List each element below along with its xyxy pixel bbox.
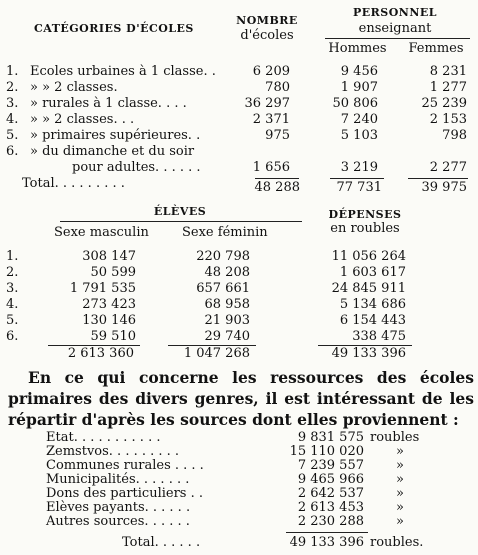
table-cell-hommes: 3 219 [340,160,378,175]
rule-total-ecoles [255,178,299,179]
rule-sources-total [286,532,368,533]
source-label: Elèves payants. . . . . . [46,500,191,515]
table-row-num: 2. [6,80,19,95]
table-cell-depenses: 24 845 911 [331,281,406,296]
source-unit: » [396,486,404,501]
total-depenses: 49 133 396 [331,346,406,361]
sources-total-unit: roubles. [370,535,424,550]
table-cell-depenses: 5 134 686 [339,297,406,312]
source-value: 2 642 537 [297,486,364,501]
table-row-label: » rurales à 1 classe. . . . [30,96,187,111]
table-cell-masculin: 273 423 [82,297,136,312]
table-row-label: pour adultes. . . . . . [72,160,201,175]
table-cell-depenses: 11 056 264 [331,249,406,264]
table-cell-feminin: 657 661 [196,281,250,296]
table-cell-depenses: 6 154 443 [339,313,406,328]
table-cell-hommes: 9 456 [340,64,378,79]
header-personnel: PERSONNEL [352,6,438,19]
total-masculin: 2 613 360 [67,346,134,361]
table-row-num: 4. [6,297,19,312]
table-row-num: 3. [6,281,19,296]
source-unit: » [396,458,404,473]
source-unit: » [396,500,404,515]
header-eleves: ÉLÈVES [153,205,207,218]
rule-personnel [325,38,470,39]
table-cell-masculin: 59 510 [90,329,136,344]
table-row-label: » primaires supérieures. . [30,128,201,143]
table-row-label: » » 2 classes. . . [30,112,135,127]
sources-total-value: 49 133 396 [289,535,364,550]
table-cell-feminin: 68 958 [204,297,250,312]
source-unit: » [396,514,404,529]
total-label: Total. . . . . . . . . [22,176,125,191]
source-unit: » [396,444,404,459]
source-label: Communes rurales . . . . [46,458,204,473]
table-row-label: » du dimanche et du soir [30,144,195,159]
total-feminin: 1 047 268 [183,346,250,361]
table-cell-ecoles: 780 [265,80,290,95]
source-label: Etat. . . . . . . . . . . [46,430,161,445]
header-categories: CATÉGORIES D'ÉCOLES [34,22,194,35]
table-cell-depenses: 1 603 617 [339,265,406,280]
table-cell-depenses: 338 475 [352,329,406,344]
table-cell-ecoles: 2 371 [252,112,290,127]
source-unit: » [396,472,404,487]
table-cell-masculin: 50 599 [90,265,136,280]
sources-total-label: Total. . . . . . [122,535,201,550]
table-cell-feminin: 29 740 [204,329,250,344]
header-depenses: DÉPENSES [328,208,402,221]
header-depenses-sub: en roubles [330,221,400,236]
table-row-label: » » 2 classes. [30,80,118,95]
paragraph-ressources: En ce qui concerne les ressources des écoles primaires des divers genres, il est intéressant de les répartir d'après les sources dont elles proviennent : [8,368,474,429]
rule-total-femmes [408,178,468,179]
table-row-num: 6. [6,144,19,159]
total-ecoles: 48 288 [254,180,300,195]
table-cell-feminin: 21 903 [204,313,250,328]
table-cell-femmes: 8 231 [429,64,467,79]
table-cell-masculin: 1 791 535 [69,281,136,296]
table-cell-hommes: 5 103 [340,128,378,143]
header-hommes: Hommes [328,41,387,56]
table-cell-ecoles: 36 297 [244,96,290,111]
table-cell-femmes: 798 [442,128,467,143]
table-cell-femmes: 1 277 [429,80,467,95]
table-row-num: 5. [6,128,19,143]
source-unit: roubles [370,430,420,445]
header-masculin: Sexe masculin [54,225,149,240]
total-femmes: 39 975 [421,180,467,195]
table-row-num: 1. [6,249,19,264]
source-label: Dons des particuliers . . [46,486,203,501]
header-feminin: Sexe féminin [182,225,268,240]
table-cell-hommes: 1 907 [340,80,378,95]
table-cell-ecoles: 975 [265,128,290,143]
source-label: Autres sources. . . . . . [46,514,190,529]
table-row-num: 2. [6,265,19,280]
table-row-num: 6. [6,329,19,344]
table-cell-masculin: 308 147 [82,249,136,264]
header-personnel-sub: enseignant [358,21,432,36]
table-row-num: 3. [6,96,19,111]
source-value: 9 465 966 [297,472,364,487]
table-cell-hommes: 50 806 [332,96,378,111]
source-label: Municipalités. . . . . . . [46,472,190,487]
table-row-num: 1. [6,64,19,79]
table-row-label: Ecoles urbaines à 1 classe. . [30,64,216,79]
table-row-num: 4. [6,112,19,127]
table-cell-ecoles: 1 656 [252,160,290,175]
table-cell-feminin: 220 798 [196,249,250,264]
header-nombre-sub: d'écoles [240,28,294,43]
table-cell-hommes: 7 240 [340,112,378,127]
header-femmes: Femmes [408,41,464,56]
source-label: Zemstvos. . . . . . . . . [46,444,180,459]
source-value: 9 831 575 [297,430,364,445]
table-cell-femmes: 2 153 [429,112,467,127]
source-value: 15 110 020 [289,444,364,459]
source-value: 7 239 557 [297,458,364,473]
table-row-num: 5. [6,313,19,328]
table-cell-masculin: 130 146 [82,313,136,328]
header-nombre: NOMBRE [236,14,298,27]
table-cell-femmes: 25 239 [421,96,467,111]
rule-total-hommes [330,178,384,179]
table-cell-femmes: 2 277 [429,160,467,175]
table-cell-feminin: 48 208 [204,265,250,280]
source-value: 2 230 288 [297,514,364,529]
source-value: 2 613 453 [297,500,364,515]
table-cell-ecoles: 6 209 [252,64,290,79]
rule-eleves [60,221,302,222]
total-hommes: 77 731 [336,180,382,195]
